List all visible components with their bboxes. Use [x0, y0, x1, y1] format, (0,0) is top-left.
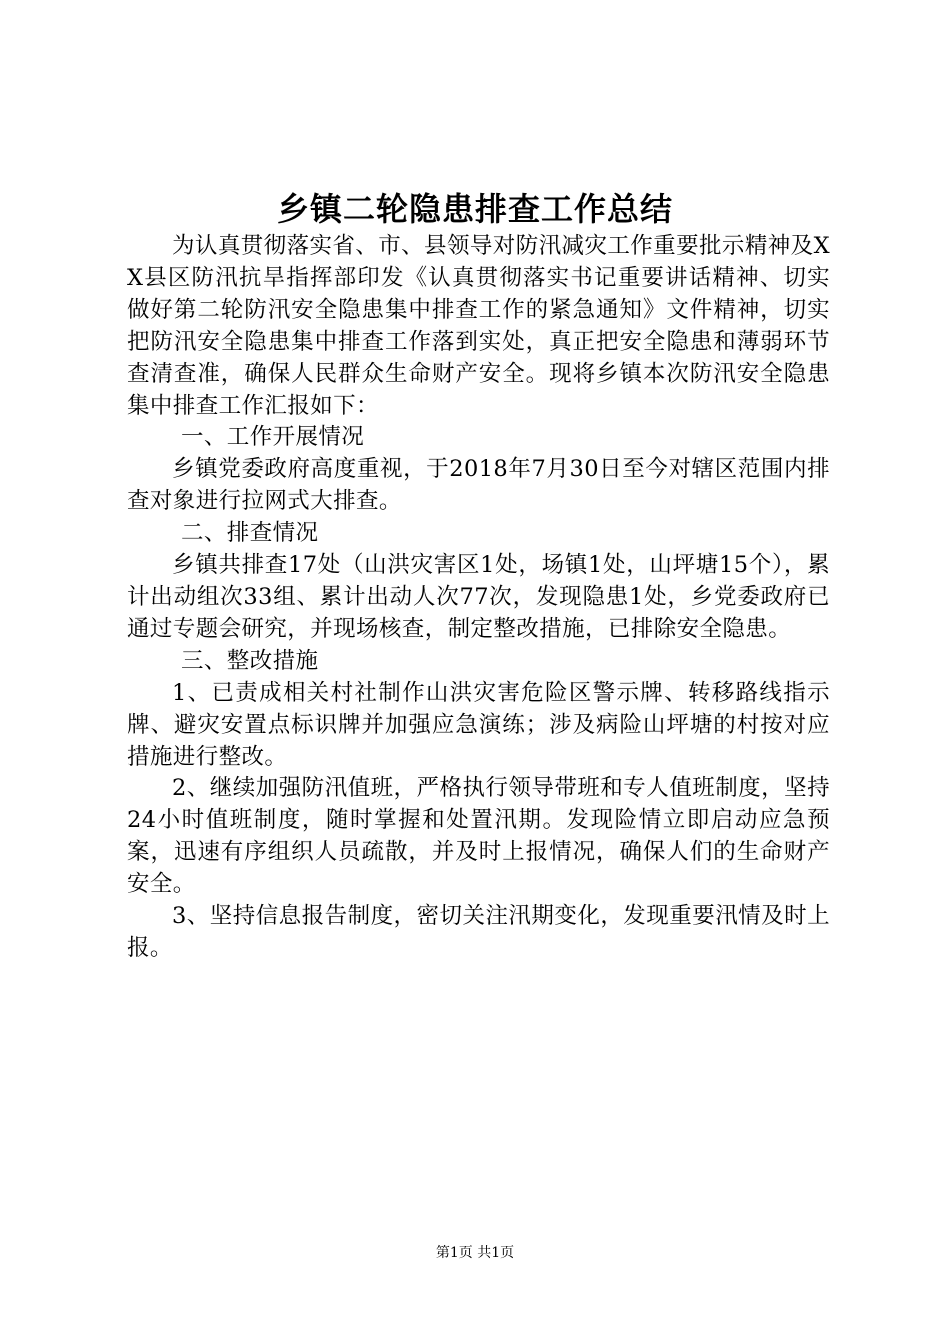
inspection-paragraph: 乡镇共排查17处（山洪灾害区1处，场镇1处，山坪塘15个），累计出动组次33组、累计出动人次77次，发现隐患1处，乡党委政府已通过专题会研究，并现场核查，制定整改措施，已排除安全隐患。: [127, 552, 830, 642]
rectification-measure-2: 2、继续加强防汛值班，严格执行领导带班和专人值班制度，坚持24小时值班制度，随时掌握和处置汛期。发现险情立即启动应急预案，迅速有序组织人员疏散，并及时上报情况，确保人们的生命财产安全。: [127, 775, 830, 898]
intro-paragraph: 为认真贯彻落实省、市、县领导对防汛减灾工作重要批示精神及XX县区防汛抗旱指挥部印发《认真贯彻落实书记重要讲话精神、切实做好第二轮防汛安全隐患集中排查工作的紧急通知》文件精神，切实把防汛安全隐患集中排查工作落到实处，真正把安全隐患和薄弱环节查清查准，确保人民群众生命财产安全。现将乡镇本次防汛安全隐患集中排查工作汇报如下：: [127, 233, 830, 419]
page-number-footer: 第1页 共1页: [435, 1245, 515, 1261]
document-body: [127, 231, 830, 965]
section-heading-inspection: 二、排查情况: [181, 520, 319, 547]
work-progress-paragraph: 乡镇党委政府高度重视，于2018年7月30日至今对辖区范围内排查对象进行拉网式大排查。: [127, 456, 830, 515]
document-title: 乡镇二轮隐患排查工作总结: [276, 190, 673, 228]
section-heading-work-progress: 一、工作开展情况: [181, 424, 365, 451]
rectification-measure-3: 3、坚持信息报告制度，密切关注汛期变化，发现重要汛情及时上报。: [127, 903, 830, 961]
rectification-measure-1: 1、已责成相关村社制作山洪灾害危险区警示牌、转移路线指示牌、避灾安置点标识牌并加强应急演练；涉及病险山坪塘的村按对应措施进行整改。: [127, 679, 830, 770]
section-heading-rectification: 三、整改措施: [181, 647, 319, 674]
